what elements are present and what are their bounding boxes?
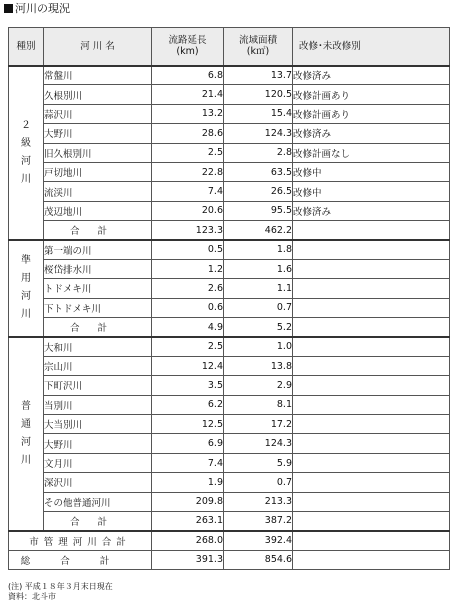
table-row xyxy=(9,492,450,511)
city-total-length: 268.0 xyxy=(152,531,224,550)
subtotal-status-empty xyxy=(293,511,450,530)
river-name: 下町沢川 xyxy=(44,376,152,395)
subtotal-row xyxy=(9,221,450,240)
river-area: 15.4 xyxy=(224,104,293,123)
river-name: 流渓川 xyxy=(44,182,152,201)
subtotal-label: 合計 xyxy=(44,318,152,337)
river-name: 桜岱排水川 xyxy=(44,259,152,278)
category-cell xyxy=(9,240,44,337)
subtotal-row xyxy=(9,511,450,530)
river-status: 改修中 xyxy=(293,162,450,181)
subtotal-label: 合計 xyxy=(44,221,152,240)
river-length: 2.5 xyxy=(152,143,224,162)
river-name: 宗山川 xyxy=(44,356,152,375)
river-length: 0.5 xyxy=(152,240,224,259)
river-length: 20.6 xyxy=(152,201,224,220)
river-length: 12.5 xyxy=(152,415,224,434)
table-row xyxy=(9,201,450,220)
header-status: 改修･未改修別 xyxy=(293,28,450,66)
table-row xyxy=(9,104,450,123)
note-source: 資料：北斗市 xyxy=(8,592,56,601)
river-name: 第一端の川 xyxy=(44,240,152,259)
table-row xyxy=(9,143,450,162)
title-square-icon xyxy=(4,4,13,13)
category-cell xyxy=(9,337,44,531)
river-length: 0.6 xyxy=(152,298,224,317)
subtotal-length: 263.1 xyxy=(152,511,224,530)
category-label: 普通河川 xyxy=(21,400,31,466)
table-row xyxy=(9,356,450,375)
table-header-row xyxy=(9,28,450,66)
header-area: 流域面積 (k㎡) xyxy=(224,28,293,66)
river-area: 2.9 xyxy=(224,376,293,395)
river-status xyxy=(293,337,450,356)
table-row xyxy=(9,453,450,472)
river-name: 大当別川 xyxy=(44,415,152,434)
river-length: 7.4 xyxy=(152,453,224,472)
river-length: 28.6 xyxy=(152,124,224,143)
river-status xyxy=(293,240,450,259)
category-label: ２級河川 xyxy=(21,119,31,185)
river-status xyxy=(293,415,450,434)
grand-total-status-empty xyxy=(293,550,450,569)
river-length: 2.6 xyxy=(152,279,224,298)
river-name: 戸切地川 xyxy=(44,162,152,181)
table-row xyxy=(9,434,450,453)
header-category: 種別 xyxy=(9,28,44,66)
river-status xyxy=(293,453,450,472)
river-area: 1.8 xyxy=(224,240,293,259)
river-status xyxy=(293,356,450,375)
river-area: 1.6 xyxy=(224,259,293,278)
table-row xyxy=(9,298,450,317)
subtotal-status-empty xyxy=(293,318,450,337)
river-name: 下トドメキ川 xyxy=(44,298,152,317)
river-name: 久根別川 xyxy=(44,85,152,104)
river-area: 1.1 xyxy=(224,279,293,298)
subtotal-area: 387.2 xyxy=(224,511,293,530)
river-length: 6.2 xyxy=(152,395,224,414)
river-name: トドメキ川 xyxy=(44,279,152,298)
subtotal-row xyxy=(9,318,450,337)
river-area: 13.7 xyxy=(224,66,293,85)
river-name: 常盤川 xyxy=(44,66,152,85)
river-area: 0.7 xyxy=(224,298,293,317)
table-row xyxy=(9,259,450,278)
river-name: 茂辺地川 xyxy=(44,201,152,220)
river-length: 2.5 xyxy=(152,337,224,356)
river-area: 26.5 xyxy=(224,182,293,201)
grand-total-length: 391.3 xyxy=(152,550,224,569)
table-row xyxy=(9,85,450,104)
subtotal-label: 合計 xyxy=(44,511,152,530)
river-table xyxy=(8,27,450,570)
river-status xyxy=(293,298,450,317)
river-name: 当別川 xyxy=(44,395,152,414)
river-area: 17.2 xyxy=(224,415,293,434)
river-status xyxy=(293,492,450,511)
header-river-name: 河 川 名 xyxy=(44,28,152,66)
table-row xyxy=(9,395,450,414)
river-status: 改修済み xyxy=(293,124,450,143)
table-row xyxy=(9,162,450,181)
river-length: 3.5 xyxy=(152,376,224,395)
river-length: 6.8 xyxy=(152,66,224,85)
subtotal-status-empty xyxy=(293,221,450,240)
river-area: 1.0 xyxy=(224,337,293,356)
table-row xyxy=(9,66,450,85)
table-row xyxy=(9,240,450,259)
subtotal-length: 123.3 xyxy=(152,221,224,240)
table-row xyxy=(9,124,450,143)
river-area: 0.7 xyxy=(224,473,293,492)
city-total-label: 市管理河川合計 xyxy=(9,531,152,550)
river-status: 改修済み xyxy=(293,66,450,85)
river-status xyxy=(293,259,450,278)
category-label: 準用河川 xyxy=(21,255,31,321)
river-length: 12.4 xyxy=(152,356,224,375)
river-area: 8.1 xyxy=(224,395,293,414)
note-date: (注) 平成１８年３月末日現在 xyxy=(8,582,113,591)
river-status: 改修中 xyxy=(293,182,450,201)
river-area: 5.9 xyxy=(224,453,293,472)
grand-total-label: 総合計 xyxy=(9,550,152,569)
river-length: 13.2 xyxy=(152,104,224,123)
table-row xyxy=(9,337,450,356)
river-length: 209.8 xyxy=(152,492,224,511)
river-area: 213.3 xyxy=(224,492,293,511)
river-area: 120.5 xyxy=(224,85,293,104)
river-length: 22.8 xyxy=(152,162,224,181)
header-length: 流路延長 (km) xyxy=(152,28,224,66)
river-name: 大和川 xyxy=(44,337,152,356)
river-status xyxy=(293,279,450,298)
city-total-area: 392.4 xyxy=(224,531,293,550)
grand-total-row xyxy=(9,550,450,569)
river-area: 2.8 xyxy=(224,143,293,162)
river-length: 6.9 xyxy=(152,434,224,453)
city-total-row xyxy=(9,531,450,550)
river-length: 21.4 xyxy=(152,85,224,104)
river-area: 124.3 xyxy=(224,124,293,143)
table-row xyxy=(9,473,450,492)
category-cell xyxy=(9,66,44,241)
river-name: 蒜沢川 xyxy=(44,104,152,123)
river-status xyxy=(293,434,450,453)
river-status: 改修計画あり xyxy=(293,85,450,104)
table-row xyxy=(9,415,450,434)
grand-total-area: 854.6 xyxy=(224,550,293,569)
subtotal-area: 462.2 xyxy=(224,221,293,240)
title-text: 河川の現況 xyxy=(15,2,70,15)
river-name: 旧久根別川 xyxy=(44,143,152,162)
table-row xyxy=(9,279,450,298)
river-name: 深沢川 xyxy=(44,473,152,492)
river-status xyxy=(293,395,450,414)
river-length: 1.2 xyxy=(152,259,224,278)
table-row xyxy=(9,376,450,395)
river-name: 大野川 xyxy=(44,434,152,453)
river-name: 大野川 xyxy=(44,124,152,143)
river-status: 改修計画なし xyxy=(293,143,450,162)
river-status: 改修計画あり xyxy=(293,104,450,123)
river-name: 文月川 xyxy=(44,453,152,472)
river-area: 124.3 xyxy=(224,434,293,453)
river-status xyxy=(293,473,450,492)
river-status xyxy=(293,376,450,395)
table-row xyxy=(9,182,450,201)
notes xyxy=(8,582,113,602)
river-area: 95.5 xyxy=(224,201,293,220)
table-body xyxy=(9,66,450,570)
subtotal-length: 4.9 xyxy=(152,318,224,337)
river-name: その他普通河川 xyxy=(44,492,152,511)
river-length: 1.9 xyxy=(152,473,224,492)
page-title xyxy=(4,2,70,15)
river-status: 改修済み xyxy=(293,201,450,220)
subtotal-area: 5.2 xyxy=(224,318,293,337)
river-area: 63.5 xyxy=(224,162,293,181)
city-total-status-empty xyxy=(293,531,450,550)
river-area: 13.8 xyxy=(224,356,293,375)
river-length: 7.4 xyxy=(152,182,224,201)
